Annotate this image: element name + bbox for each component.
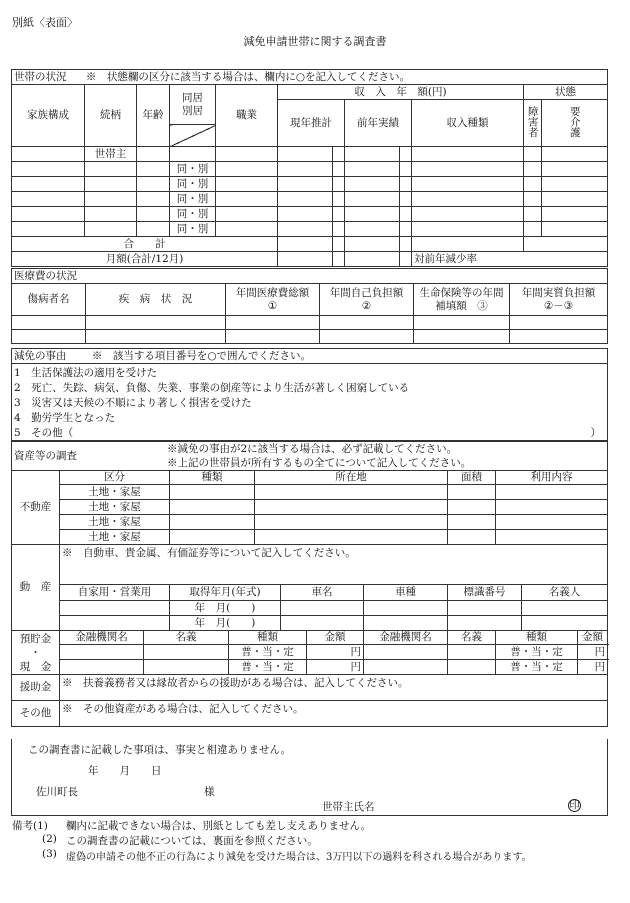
- dep-holder-cell[interactable]: [144, 660, 229, 675]
- dep-label-1: 預貯金: [19, 632, 52, 645]
- decrease-cell[interactable]: [412, 252, 608, 267]
- col-cohab: 同居 別居: [170, 85, 216, 125]
- total-cell[interactable]: [400, 237, 412, 252]
- family-cell[interactable]: [12, 162, 85, 177]
- col-insurance: [414, 284, 510, 316]
- dep-bank-cell[interactable]: [364, 660, 448, 675]
- status-cell[interactable]: [524, 177, 542, 192]
- dep-yen[interactable]: 円: [578, 645, 608, 660]
- re-use-cell[interactable]: [496, 515, 608, 530]
- income-cell[interactable]: [400, 192, 412, 207]
- total-status-cell: [524, 237, 608, 252]
- monthly-label: 月額(合計/12月): [12, 252, 278, 267]
- income-cell[interactable]: [333, 162, 345, 177]
- remark-3-num: (3): [42, 848, 57, 860]
- income-cell[interactable]: [412, 192, 524, 207]
- income-cell[interactable]: [278, 207, 333, 222]
- status-cell[interactable]: [542, 162, 608, 177]
- job-cell[interactable]: [216, 207, 278, 222]
- col-age: 年齢: [137, 85, 170, 147]
- status-cell[interactable]: [524, 207, 542, 222]
- remarks-label: 備考(1): [12, 820, 48, 832]
- dep-holder-cell[interactable]: [448, 660, 496, 675]
- job-cell[interactable]: [216, 192, 278, 207]
- dep-col-amount-2: 金額: [578, 631, 608, 645]
- income-cell[interactable]: [333, 222, 345, 237]
- status-cell[interactable]: [524, 162, 542, 177]
- dep-yen[interactable]: 円: [578, 660, 608, 675]
- dep-kind-option[interactable]: 普・当・定: [229, 660, 307, 675]
- income-cell[interactable]: [278, 177, 333, 192]
- income-cell[interactable]: [333, 177, 345, 192]
- re-area-cell[interactable]: [448, 500, 496, 515]
- col-self-text: 年間自己負担額: [329, 287, 404, 300]
- self-cell[interactable]: [320, 330, 414, 344]
- re-col-use: 利用内容: [496, 471, 608, 485]
- total-cell[interactable]: [345, 237, 400, 252]
- head-relation: 世帯主: [85, 147, 137, 162]
- actual-cell[interactable]: [510, 330, 608, 344]
- income-cell[interactable]: [333, 147, 345, 162]
- re-row-label: 土地・家屋: [60, 515, 170, 530]
- col-current: 現年推計: [278, 100, 345, 147]
- dep-col-holder-2: 名義: [448, 631, 496, 645]
- patient-cell[interactable]: [12, 330, 86, 344]
- income-cell[interactable]: [400, 147, 412, 162]
- mov-col-use: 自家用・営業用: [60, 585, 170, 601]
- status-cell[interactable]: [524, 147, 542, 162]
- num-3: ③: [477, 299, 488, 312]
- mov-label: 動 産: [12, 545, 60, 631]
- cohab-option[interactable]: 同・別: [170, 162, 216, 177]
- cohab-option[interactable]: 同・別: [170, 177, 216, 192]
- patient-cell[interactable]: [12, 316, 86, 330]
- col-family: 家族構成: [12, 85, 85, 147]
- reason-close-paren: ）: [590, 426, 601, 439]
- remark-1: 欄内に記載できない場合は、別紙としても差し支えありません。: [66, 820, 372, 832]
- col-relation: 続柄: [85, 85, 137, 147]
- re-row-label: 土地・家屋: [60, 530, 170, 545]
- cohab-slash: [170, 125, 216, 147]
- re-use-cell[interactable]: [496, 500, 608, 515]
- job-cell[interactable]: [216, 162, 278, 177]
- mov-owner-cell[interactable]: [522, 616, 608, 631]
- status-cell[interactable]: [542, 207, 608, 222]
- assets-note-2: ※上記の世帯員が所有するもの全てについて記入してください。: [167, 457, 472, 469]
- re-label: 不動産: [12, 471, 60, 545]
- declaration-box: [11, 739, 608, 816]
- col-patient: 傷病者名: [12, 284, 86, 316]
- assets-note-1: ※減免の事由が2に該当する場合は、必ず記載してください。: [167, 443, 458, 455]
- mov-name-cell[interactable]: [281, 616, 364, 631]
- family-cell[interactable]: [12, 177, 85, 192]
- mov-plate-cell[interactable]: [448, 616, 522, 631]
- num-1: ①: [267, 299, 278, 312]
- col-job: 職業: [216, 85, 278, 147]
- relation-cell[interactable]: [85, 192, 137, 207]
- mov-model-cell[interactable]: [364, 601, 448, 616]
- job-cell[interactable]: [216, 147, 278, 162]
- annual-cell[interactable]: [226, 330, 320, 344]
- household-section-header: [12, 70, 608, 85]
- col-actual: [510, 284, 608, 316]
- col-care-text: 要介護: [568, 105, 581, 138]
- col-care: [542, 100, 608, 147]
- other-note[interactable]: ※ その他資産がある場合は、記入してください。: [60, 701, 608, 727]
- re-kind-cell[interactable]: [170, 530, 255, 545]
- condition-cell[interactable]: [86, 330, 226, 344]
- mov-plate-cell[interactable]: [448, 601, 522, 616]
- job-cell[interactable]: [216, 177, 278, 192]
- re-kind-cell[interactable]: [170, 485, 255, 500]
- family-cell[interactable]: [12, 222, 85, 237]
- re-loc-cell[interactable]: [255, 500, 448, 515]
- job-cell[interactable]: [216, 222, 278, 237]
- income-cell[interactable]: [345, 162, 400, 177]
- remark-2: この調査書の記載については、裏面を参照ください。: [66, 835, 318, 847]
- reason-note: ※ 該当する項目番号を○で囲んでください。: [91, 349, 312, 362]
- dep-holder-cell[interactable]: [448, 645, 496, 660]
- family-cell[interactable]: [12, 192, 85, 207]
- mayor-label: 佐川町長: [36, 786, 78, 798]
- cohab-cell: [170, 147, 216, 162]
- col-annual: [226, 284, 320, 316]
- status-cell[interactable]: [542, 177, 608, 192]
- mov-col-year: 取得年月(年式): [170, 585, 281, 601]
- household-table: [11, 69, 608, 267]
- dep-col-holder: 名義: [144, 631, 229, 645]
- re-use-cell[interactable]: [496, 530, 608, 545]
- re-col-loc: 所在地: [255, 471, 448, 485]
- age-cell[interactable]: [137, 162, 170, 177]
- re-use-cell[interactable]: [496, 485, 608, 500]
- income-cell[interactable]: [400, 207, 412, 222]
- reason-item-4[interactable]: 4 勤労学生となった: [14, 412, 116, 424]
- monthly-cell[interactable]: [333, 252, 345, 267]
- total-label: 合 計: [12, 237, 278, 252]
- re-loc-cell[interactable]: [255, 515, 448, 530]
- mov-name-cell[interactable]: [281, 601, 364, 616]
- cohab-option[interactable]: 同・別: [170, 192, 216, 207]
- relation-cell[interactable]: [85, 207, 137, 222]
- form-title: 減免申請世帯に関する調査書: [243, 35, 387, 48]
- age-cell[interactable]: [137, 147, 170, 162]
- income-cell[interactable]: [412, 162, 524, 177]
- medical-section-label: 医療費の状況: [12, 269, 608, 284]
- income-cell[interactable]: [412, 222, 524, 237]
- declaration-date[interactable]: 年 月 日: [88, 765, 162, 777]
- medical-table: [11, 268, 608, 344]
- dep-label-3: 現 金: [19, 660, 52, 673]
- dep-col-bank: 金融機関名: [60, 631, 144, 645]
- col-annual-text: 年間医療費総額: [235, 287, 310, 300]
- reason-header: [12, 349, 608, 364]
- re-kind-cell[interactable]: [170, 500, 255, 515]
- income-cell[interactable]: [345, 207, 400, 222]
- insurance-cell[interactable]: [414, 330, 510, 344]
- assets-header: [12, 441, 608, 471]
- re-area-cell[interactable]: [448, 515, 496, 530]
- col-disabled: [524, 100, 542, 147]
- col-income-type: 収入種類: [412, 100, 524, 147]
- dep-col-bank-2: 金融機関名: [364, 631, 448, 645]
- income-cell[interactable]: [345, 192, 400, 207]
- reason-item-3[interactable]: 3 災害又は天候の不順により著しく損害を受けた: [14, 397, 252, 409]
- col-insurance-text: 生命保険等の年間補填額: [419, 287, 504, 312]
- income-cell[interactable]: [333, 207, 345, 222]
- reason-table: [11, 348, 608, 442]
- dep-kind-option[interactable]: 普・当・定: [496, 645, 578, 660]
- age-cell[interactable]: [137, 222, 170, 237]
- dep-holder-cell[interactable]: [144, 645, 229, 660]
- dep-yen[interactable]: 円: [307, 645, 364, 660]
- total-cell[interactable]: [278, 237, 333, 252]
- annual-cell[interactable]: [226, 316, 320, 330]
- re-kind-cell[interactable]: [170, 515, 255, 530]
- re-area-cell[interactable]: [448, 530, 496, 545]
- mov-use-cell[interactable]: [60, 616, 170, 631]
- aid-label: 援助金: [12, 675, 60, 701]
- reason-item-1[interactable]: 1 生活保護法の適用を受けた: [14, 367, 158, 379]
- dep-bank-cell[interactable]: [364, 645, 448, 660]
- re-row-label: 土地・家屋: [60, 500, 170, 515]
- sama-label: 様: [204, 786, 215, 798]
- col-disabled-text: 障害者: [526, 105, 539, 138]
- mov-year-month[interactable]: 年 月( ): [170, 616, 281, 631]
- monthly-cell[interactable]: [345, 252, 400, 267]
- remark-2-num: (2): [42, 833, 57, 845]
- income-cell[interactable]: [400, 177, 412, 192]
- status-header: 状態: [524, 85, 608, 100]
- income-cell[interactable]: [278, 147, 333, 162]
- mov-col-owner: 名義人: [522, 585, 608, 601]
- condition-cell[interactable]: [86, 316, 226, 330]
- declaration-statement: この調査書に記載した事項は、事実と相違ありません。: [28, 744, 292, 756]
- income-cell[interactable]: [400, 222, 412, 237]
- re-area-cell[interactable]: [448, 485, 496, 500]
- relation-cell[interactable]: [85, 162, 137, 177]
- income-cell[interactable]: [412, 177, 524, 192]
- age-cell[interactable]: [137, 177, 170, 192]
- income-cell[interactable]: [345, 147, 400, 162]
- col-prev: 前年実績: [345, 100, 412, 147]
- cohab-option[interactable]: 同・別: [170, 207, 216, 222]
- dep-label-2: ・: [30, 646, 41, 659]
- dep-label: [12, 631, 60, 675]
- decrease-label: 対前年減少率: [414, 252, 477, 265]
- mov-use-cell[interactable]: [60, 601, 170, 616]
- dep-bank-cell[interactable]: [60, 660, 144, 675]
- cohab-option[interactable]: 同・別: [170, 222, 216, 237]
- reason-item-2[interactable]: 2 死亡、失踪、病気、負傷、失業、事業の倒産等により生活が著しく困窮している: [14, 382, 410, 394]
- actual-cell[interactable]: [510, 316, 608, 330]
- income-cell[interactable]: [400, 162, 412, 177]
- assets-table: [11, 440, 608, 727]
- income-cell[interactable]: [345, 177, 400, 192]
- relation-cell[interactable]: [85, 177, 137, 192]
- family-cell[interactable]: [12, 147, 85, 162]
- monthly-cell[interactable]: [278, 252, 333, 267]
- dep-col-amount: 金額: [307, 631, 364, 645]
- re-col-class: 区分: [60, 471, 170, 485]
- income-cell[interactable]: [278, 192, 333, 207]
- household-note: ※ 状態欄の区分に該当する場合は、欄内に○を記入してください。: [85, 70, 411, 83]
- col-actual-text: 年間実質負担額: [521, 287, 596, 300]
- col-condition: 疾 病 状 況: [86, 284, 226, 316]
- re-loc-cell[interactable]: [255, 485, 448, 500]
- re-loc-cell[interactable]: [255, 530, 448, 545]
- status-cell[interactable]: [542, 147, 608, 162]
- mov-col-name: 車名: [281, 585, 364, 601]
- status-cell[interactable]: [542, 192, 608, 207]
- assets-section-label: 資産等の調査: [14, 450, 77, 462]
- other-label: その他: [12, 701, 60, 727]
- age-cell[interactable]: [137, 207, 170, 222]
- family-cell[interactable]: [12, 207, 85, 222]
- mov-col-model: 車種: [364, 585, 448, 601]
- mov-year-month[interactable]: 年 月( ): [170, 601, 281, 616]
- income-cell[interactable]: [412, 207, 524, 222]
- num-2: ②: [361, 299, 372, 312]
- mov-owner-cell[interactable]: [522, 601, 608, 616]
- remark-3: 虚偽の申請その他不正の行為により減免を受けた場合は、3万円以下の過料を科される場合があります。: [66, 852, 532, 863]
- dep-kind-option[interactable]: 普・当・定: [496, 660, 578, 675]
- reason-item-5[interactable]: 5 その他（: [14, 427, 74, 439]
- status-cell[interactable]: [542, 222, 608, 237]
- aid-note[interactable]: ※ 扶養義務者又は縁故者からの援助がある場合は、記入してください。: [60, 675, 608, 701]
- dep-kind-option[interactable]: 普・当・定: [229, 645, 307, 660]
- seal-icon: 印: [569, 799, 580, 811]
- mov-note: ※ 自動車、貴金属、有価証券等について記入してください。: [60, 545, 608, 585]
- income-cell[interactable]: [345, 222, 400, 237]
- attachment-label: 別紙〈表面〉: [12, 16, 78, 29]
- dep-col-kind: 種類: [229, 631, 307, 645]
- income-header: 収 入 年 額(円): [278, 85, 524, 100]
- self-cell[interactable]: [320, 316, 414, 330]
- head-name-label: 世帯主氏名: [322, 801, 375, 813]
- income-cell[interactable]: [278, 162, 333, 177]
- num-4: ②－③: [543, 299, 574, 312]
- mov-col-plate: 標識番号: [448, 585, 522, 601]
- income-cell[interactable]: [412, 147, 524, 162]
- income-cell[interactable]: [333, 192, 345, 207]
- re-col-area: 面積: [448, 471, 496, 485]
- dep-col-kind-2: 種類: [496, 631, 578, 645]
- dep-yen[interactable]: 円: [307, 660, 364, 675]
- col-self: [320, 284, 414, 316]
- reason-section-label: 減免の事由: [14, 349, 67, 362]
- total-cell[interactable]: [333, 237, 345, 252]
- insurance-cell[interactable]: [414, 316, 510, 330]
- status-cell[interactable]: [524, 192, 542, 207]
- total-cell[interactable]: [412, 237, 524, 252]
- mov-model-cell[interactable]: [364, 616, 448, 631]
- income-cell[interactable]: [278, 222, 333, 237]
- status-cell[interactable]: [524, 222, 542, 237]
- household-section-label: 世帯の状況: [14, 70, 67, 83]
- re-col-kind: 種類: [170, 471, 255, 485]
- reason-items: [12, 364, 608, 442]
- relation-cell[interactable]: [85, 222, 137, 237]
- re-row-label: 土地・家屋: [60, 485, 170, 500]
- dep-bank-cell[interactable]: [60, 645, 144, 660]
- age-cell[interactable]: [137, 192, 170, 207]
- monthly-cell[interactable]: [400, 252, 412, 267]
